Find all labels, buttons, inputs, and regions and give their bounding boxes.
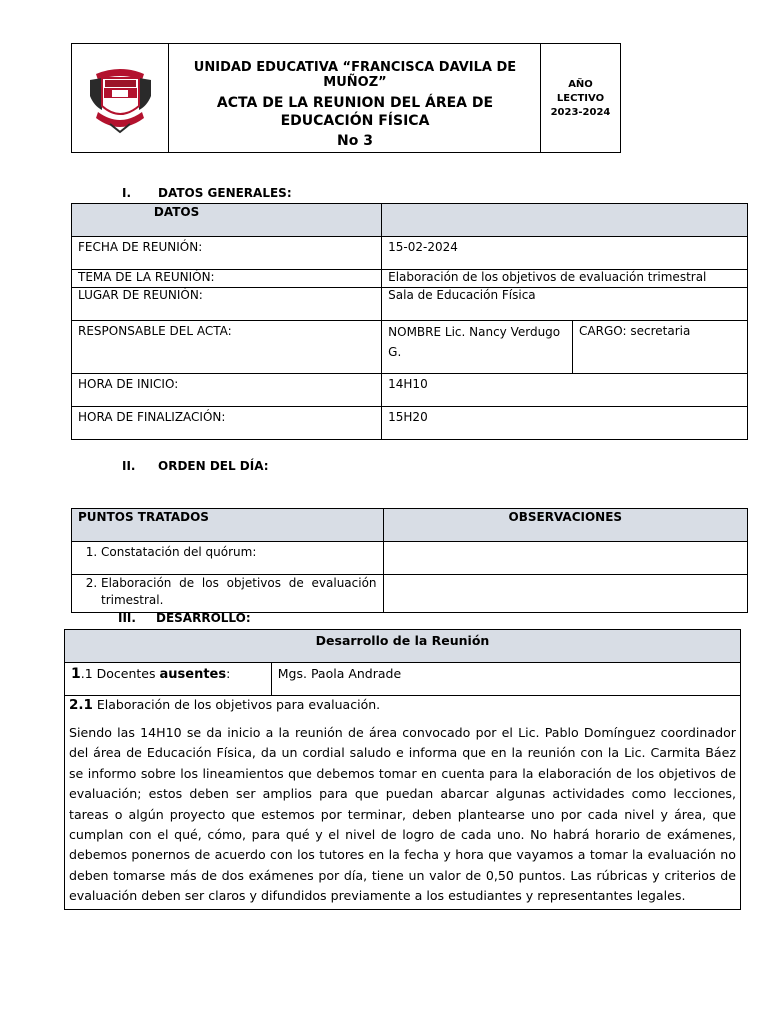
section-title: ORDEN DEL DÍA: [158,459,269,473]
agenda-item-text: 1. Constatación del quórum: [101,545,377,559]
agenda-item [72,575,384,613]
development-table [64,629,741,910]
datos-header: DATOS [72,204,382,237]
year-line-1: AÑO [568,79,593,90]
agenda-table [71,508,748,613]
inicio-value: 14H10 [382,374,748,407]
absent-label: 1.1 Docentes ausentes: [65,663,272,696]
school-crest-icon [72,44,169,152]
absent-value: Mgs. Paola Andrade [271,663,740,696]
section-heading-desarrollo [118,611,251,625]
fin-value: 15H20 [382,407,748,440]
inicio-label: HORA DE INICIO: [72,374,382,407]
tema-label: TEMA DE LA REUNIÓN: [72,270,382,288]
tema-value: Elaboración de los objetivos de evaluación trimestral [382,270,748,288]
development-body-cell [65,696,741,910]
lugar-value: Sala de Educación Física [382,288,748,321]
section-number: III. [118,611,136,625]
development-body-text: Siendo las 14H10 se da inicio a la reunión de área convocado por el Lic. Pablo Domínguez coordinador del área de Educación Física, da un cordial saludo e informa que en la reunión con la Lic. Carmita Báez se informo sobre los lineamientos que debemos tomar en cuenta para la elaboración de los objetivos de evaluación; estos deben ser amplios para que puedan abarcar algunas actividades como lecciones, tareas o algún proyecto que estemos por terminar, deben plantearse uno por cada nivel y área, que cumplan con el qué, cómo, para qué y el nivel de logro de cada uno. No habrá horario de exámenes, debemos ponernos de acuerdo con los tutores en la fecha y hora que vayamos a tomar la evaluación no deben tomarse más de dos exámenes por día, tiene un valor de 0,50 puntos. Las rúbricas y criterios de evaluación deben ser claros y difundidos previamente a los estudiantes y representantes legales. [69,725,736,904]
datos-header-empty [382,204,748,237]
agenda-item-text: 2. Elaboración de los objetivos de evaluación trimestral. [101,575,377,609]
agenda-col-observations: OBSERVACIONES [383,509,747,542]
school-year-cell [541,44,620,152]
document-header [71,43,621,153]
responsable-value: NOMBRE Lic. Nancy Verdugo G. [382,321,573,374]
section-title: DESARROLLO: [156,611,251,625]
school-name: UNIDAD EDUCATIVA “FRANCISCA DAVILA DE MUÑOZ” [193,60,517,90]
section-heading-datos [122,186,292,200]
agenda-item [72,542,384,575]
lugar-label: LUGAR DE REUNIÓN: [72,288,382,321]
agenda-observation [383,575,747,613]
logo-cell [72,44,169,152]
agenda-observation [383,542,747,575]
section-title: DATOS GENERALES: [158,186,292,200]
document-title: ACTA DE LA REUNION DEL ÁREA DE EDUCACIÓN FÍSICA [216,95,494,129]
year-line-3: 2023-2024 [550,107,611,118]
fecha-label: FECHA DE REUNIÓN: [72,237,382,270]
act-number: No 3 [337,133,373,149]
year-line-2: LECTIVO [556,93,605,104]
point-2-1-heading: 2.1 Elaboración de los objetivos para evaluación. [69,697,381,713]
section-number: I. [122,186,132,200]
section-heading-orden [122,459,269,473]
section-number: II. [122,459,136,473]
agenda-col-points: PUNTOS TRATADOS [72,509,384,542]
fecha-value: 15-02-2024 [382,237,748,270]
cargo-value: CARGO: secretaria [573,321,748,374]
general-data-table [71,203,748,440]
header-title-cell [169,44,541,152]
development-header: Desarrollo de la Reunión [65,630,741,663]
fin-label: HORA DE FINALIZACIÓN: [72,407,382,440]
school-year [541,78,620,120]
responsable-label: RESPONSABLE DEL ACTA: [72,321,382,374]
